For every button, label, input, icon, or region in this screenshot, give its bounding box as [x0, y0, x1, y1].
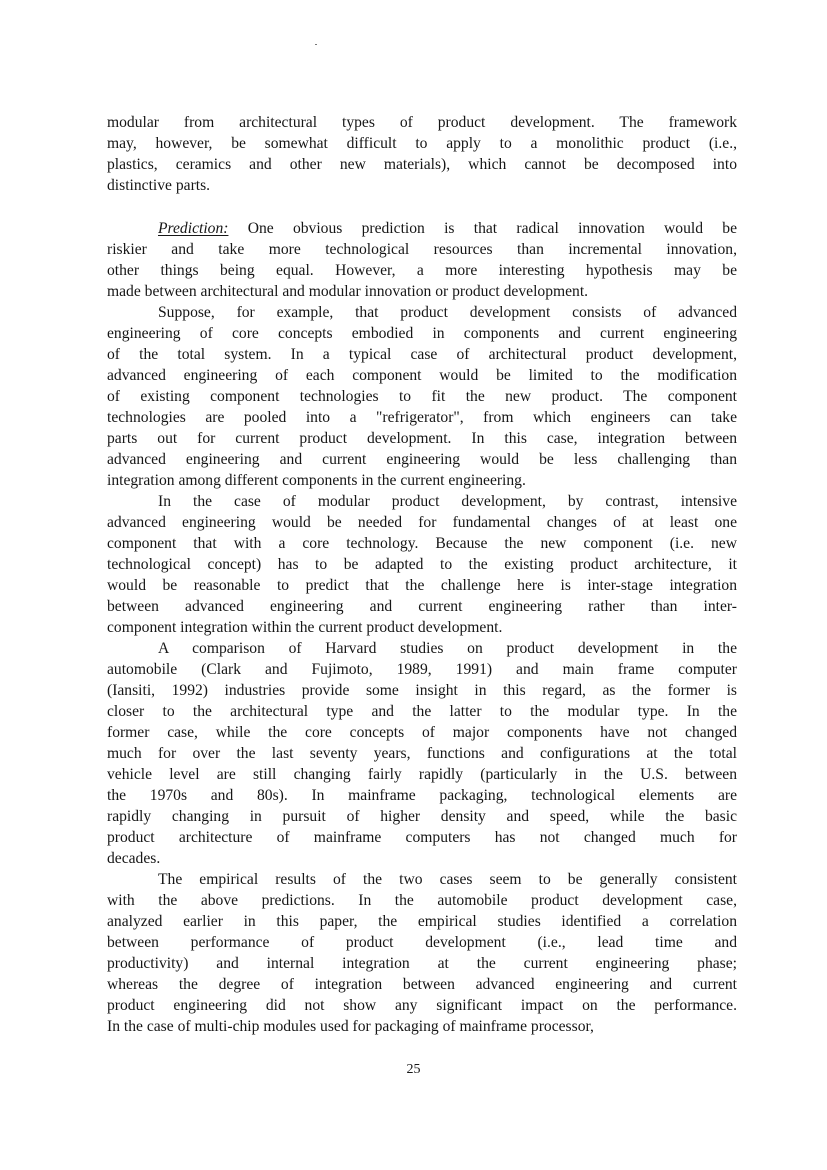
text-line: of existing component technologies to fit the new product. The component	[107, 388, 737, 405]
text-line	[107, 218, 737, 239]
text-line: In the case of modular product development, by contrast, intensive	[158, 493, 737, 510]
text-line: productivity) and internal integration at the current engineering phase;	[107, 955, 737, 972]
paragraph	[107, 302, 737, 491]
text-line: component that with a core technology. Because the new component (i.e. new	[107, 535, 737, 552]
text-line: rapidly changing in pursuit of higher density and speed, while the basic	[107, 808, 737, 825]
text-line: integration among different components in the current engineering.	[107, 472, 526, 489]
text-line: plastics, ceramics and other new materials), which cannot be decomposed into	[107, 156, 737, 173]
text-line: advanced engineering of each component would be limited to the modification	[107, 367, 737, 384]
text-line: In the case of multi-chip modules used for packaging of mainframe processor,	[107, 1018, 594, 1035]
paragraph	[107, 869, 737, 1037]
text-line: distinctive parts.	[107, 177, 211, 194]
paragraph	[107, 112, 737, 196]
lead-label: Prediction:	[158, 220, 229, 237]
text-line: made between architectural and modular innovation or product development.	[107, 283, 589, 300]
text-line: parts out for current product development. In this case, integration between	[107, 430, 737, 447]
text-line: between performance of product development (i.e., lead time and	[107, 934, 737, 951]
text-line: technological concept) has to be adapted to the existing product architecture, it	[107, 556, 737, 573]
text-line: analyzed earlier in this paper, the empirical studies identified a correlation	[107, 913, 737, 930]
text-line: riskier and take more technological resources than incremental innovation,	[107, 241, 737, 258]
page-number: 25	[406, 1062, 421, 1077]
text-line: product engineering did not show any significant impact on the performance.	[107, 997, 737, 1014]
paragraph	[107, 638, 737, 869]
text-line: The empirical results of the two cases seem to be generally consistent	[158, 871, 737, 888]
scan-artifact	[315, 44, 317, 45]
text-line: the 1970s and 80s). In mainframe packaging, technological elements are	[107, 787, 737, 804]
text-line: may, however, be somewhat difficult to apply to a monolithic product (i.e.,	[107, 135, 737, 152]
text-line: closer to the architectural type and the latter to the modular type. In the	[107, 703, 737, 720]
text-line: whereas the degree of integration between advanced engineering and current	[107, 976, 737, 993]
text-line: other things being equal. However, a more interesting hypothesis may be	[107, 262, 737, 279]
text-line: product architecture of mainframe computers has not changed much for	[107, 829, 737, 846]
text-line: former case, while the core concepts of major components have not changed	[107, 724, 737, 741]
text-line: A comparison of Harvard studies on product development in the	[158, 640, 737, 657]
text-line: between advanced engineering and current engineering rather than inter-	[107, 598, 737, 615]
paragraph-spacer	[107, 196, 737, 218]
text-line: component integration within the current product development.	[107, 619, 503, 636]
text-line: Suppose, for example, that product development consists of advanced	[158, 304, 737, 321]
text-line: advanced engineering would be needed for fundamental changes of at least one	[107, 514, 737, 531]
text-line: engineering of core concepts embodied in components and current engineering	[107, 325, 737, 342]
text-line: modular from architectural types of product development. The framework	[107, 114, 737, 131]
text-line-rest: One obvious prediction is that radical innovation would be	[228, 220, 737, 237]
text-line: (Iansiti, 1992) industries provide some insight in this regard, as the former is	[107, 682, 737, 699]
text-line: would be reasonable to predict that the challenge here is inter-stage integration	[107, 577, 737, 594]
body-text	[107, 112, 737, 1037]
text-line: vehicle level are still changing fairly rapidly (particularly in the U.S. between	[107, 766, 737, 783]
text-line: decades.	[107, 850, 161, 867]
text-line: with the above predictions. In the automobile product development case,	[107, 892, 737, 909]
paragraph	[107, 218, 737, 302]
text-line: automobile (Clark and Fujimoto, 1989, 1991) and main frame computer	[107, 661, 737, 678]
text-line: technologies are pooled into a "refrigerator", from which engineers can take	[107, 409, 737, 426]
text-line: much for over the last seventy years, functions and configurations at the total	[107, 745, 737, 762]
text-line: advanced engineering and current engineering would be less challenging than	[107, 451, 737, 468]
paragraph	[107, 491, 737, 638]
text-line: of the total system. In a typical case of architectural product development,	[107, 346, 737, 363]
